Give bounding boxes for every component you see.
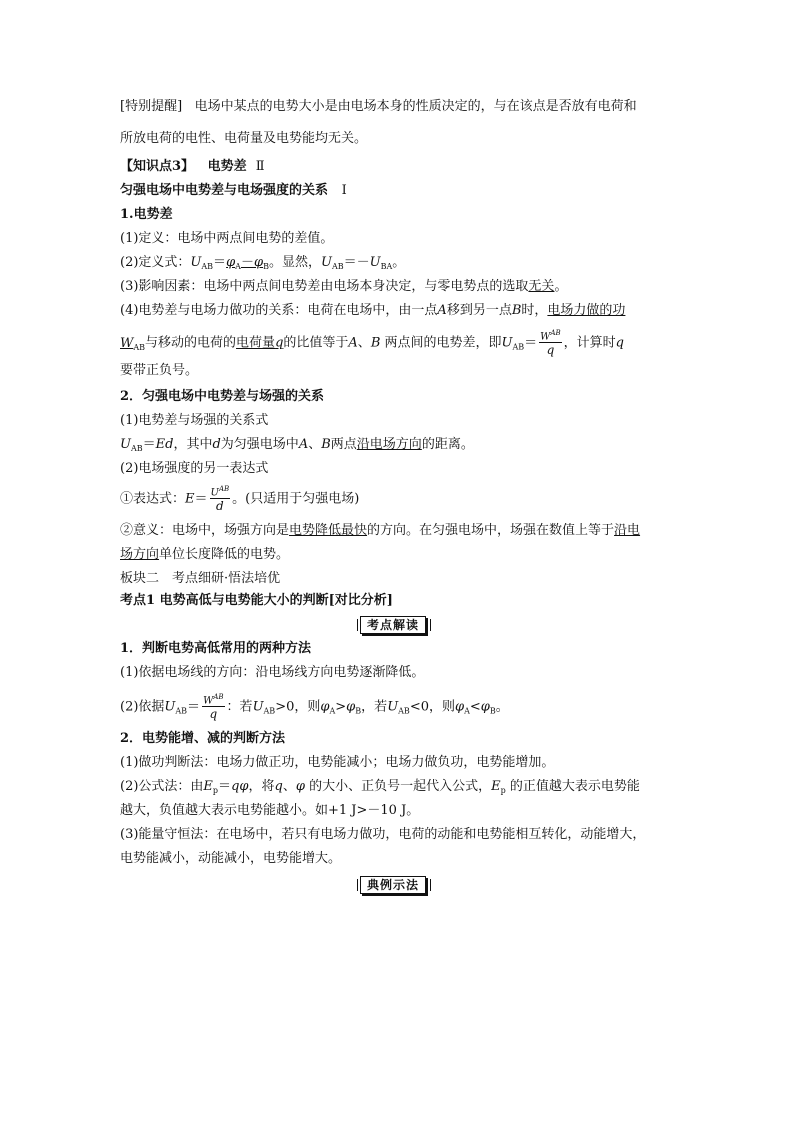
fraction-w-over-q: $\frac{W^{AB}}{q}$ — [540, 329, 561, 358]
section-1-title: 1.电势差 — [120, 207, 173, 222]
method-2-a: (1)做功判断法：电场力做正功，电势能减小；电场力做负功，电势能增加。 — [120, 755, 555, 770]
s2-p2: (2)电场强度的另一表达式 — [120, 461, 269, 476]
label-box-kaodian-jiedu: 考点解读 — [360, 616, 426, 634]
note-line-1 — [120, 98, 637, 116]
method-1-b: (2)依据$U_{AB}=$ $\frac{W^{AB}}{q}$ ：若$U_{AB}>0$，则$\varphi_A>\varphi_B$，若$U_{AB}<0$，则$\varphi_A<\varphi_B$。 — [120, 693, 509, 722]
note-tag: [特别提醒] — [120, 99, 183, 114]
s1-relation-1: (4)电势差与电场力做功的关系：电荷在电场中，由一点A移到另一点B时，电场力做的功 — [120, 303, 626, 318]
knowledge-heading: 【知识点3】 电势差 Ⅱ — [120, 159, 265, 174]
s1-definition: (1)定义：电场中两点间电势的差值。 — [120, 231, 334, 246]
method-1-a: (1)依据电场线的方向：沿电场线方向电势逐渐降低。 — [120, 665, 425, 680]
s2-meaning-2: 场方向单位长度降低的电势。 — [120, 547, 290, 562]
section-2-title: 2．匀强电场中电势差与场强的关系 — [120, 389, 325, 404]
s1-relation-3: 要带正负号。 — [120, 363, 199, 378]
method-2-title: 2．电势能增、减的判断方法 — [120, 731, 286, 746]
method-2-c-2: 电势能减小，动能减小，电势能增大。 — [120, 851, 342, 866]
s1-formula: (2)定义式：$U_{AB}=\varphi_A-\varphi_B$。显然，$U_{AB}=-U_{BA}$。 — [120, 255, 406, 271]
s1-relation-2: $W_{AB}$与移动的电荷的电荷量q的比值等于A、B 两点间的电势差，即$U_{AB}=$ $\frac{W^{AB}}{q}$ ，计算时q — [120, 329, 624, 358]
fraction-u-over-d: $\frac{U^{AB}}{d}$ — [210, 485, 230, 514]
s2-expression: ①表达式：E＝ $\frac{U^{AB}}{d}$ 。(只适用于匀强电场) — [120, 485, 360, 514]
note-text: 电场中某点的电势大小是由电场本身的性质决定的，与在该点是否放有电荷和 — [194, 99, 637, 114]
note-line-2: 所放电荷的电性、电荷量及电势能均无关。 — [120, 131, 368, 146]
s2-meaning-1: ②意义：电场中，场强方向是电势降低最快的方向。在匀强电场中，场强在数值上等于沿电 — [120, 523, 641, 538]
topic-1-heading: 考点1 电势高低与电势能大小的判断[对比分析] — [120, 593, 393, 608]
fraction-w-over-q-2: $\frac{W^{AB}}{q}$ — [203, 693, 224, 722]
method-2-b-1: (2)公式法：由$E_p=q\varphi$，将q、φ 的大小、正负号一起代入公式，$E_p$ 的正值越大表示电势能 — [120, 779, 640, 795]
method-2-c-1: (3)能量守恒法：在电场中，若只有电场力做功，电荷的动能和电势能相互转化，动能增大， — [120, 827, 646, 842]
label-box-dianli-shifa: 典例示法 — [360, 876, 426, 894]
knowledge-subtitle: 匀强电场中电势差与电场强度的关系 Ⅰ — [120, 183, 347, 198]
method-2-b-2: 越大，负值越大表示电势能越小。如+1 J>－10 J。 — [120, 803, 420, 818]
s1-factor: (3)影响因素：电场中两点间电势差由电场本身决定，与零电势点的选取无关。 — [120, 279, 568, 294]
block-2-heading: 板块二 考点细研·悟法培优 — [120, 571, 281, 586]
s2-equation: $U_{AB}=Ed$，其中d为匀强电场中A、B两点沿电场方向的距离。 — [120, 437, 474, 453]
s2-p1: (1)电势差与场强的关系式 — [120, 413, 269, 428]
method-1-title: 1．判断电势高低常用的两种方法 — [120, 641, 312, 656]
